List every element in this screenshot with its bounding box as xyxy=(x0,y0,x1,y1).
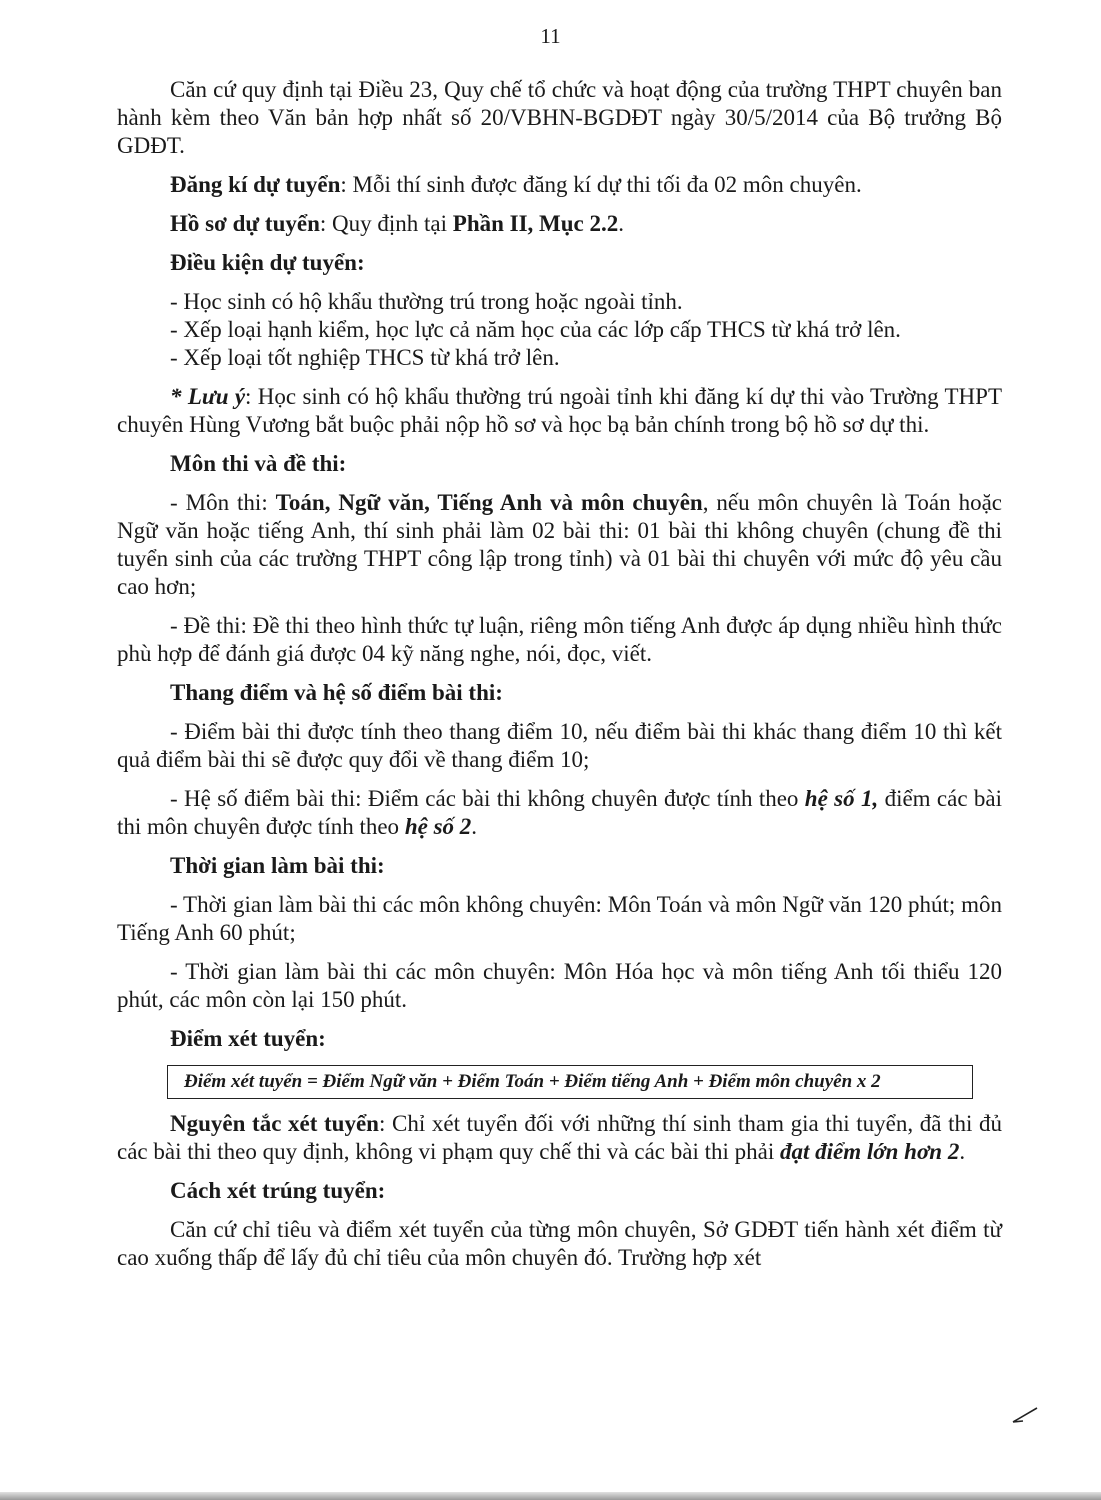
subjects-item-1 xyxy=(117,489,1002,601)
page-number: 11 xyxy=(540,24,561,48)
condition-item-3: - Xếp loại tốt nghiệp THCS từ khá trở lên. xyxy=(170,345,560,370)
admission-heading xyxy=(117,1177,1002,1205)
admission-heading-text: Cách xét trúng tuyển: xyxy=(170,1178,386,1203)
dossier-paragraph xyxy=(117,210,1002,238)
scale-item-1: - Điểm bài thi được tính theo thang điểm 10, nếu điểm bài thi khác thang điểm 10 thì kết quả điểm bài thi sẽ được quy đổi về thang điểm 10; xyxy=(117,719,1002,772)
score-heading-text: Điểm xét tuyển: xyxy=(170,1026,326,1051)
scale-heading xyxy=(117,679,1002,707)
time-heading xyxy=(117,852,1002,880)
dossier-end: . xyxy=(618,211,625,236)
condition-item-2: - Xếp loại hạnh kiểm, học lực cả năm học của các lớp cấp THCS từ khá trở lên. xyxy=(170,317,901,342)
note-paragraph xyxy=(117,383,1002,439)
subjects-heading-text: Môn thi và đề thi: xyxy=(170,451,347,476)
intro-paragraph: Căn cứ quy định tại Điều 23, Quy chế tổ chức và hoạt động của trường THPT chuyên ban hành kèm theo Văn bản hợp nhất số 20/VBHN-BGDĐT ngày 30/5/2014 của Bộ trưởng Bộ GDĐT. xyxy=(117,77,1002,158)
subjects-item-2: - Đề thi: Đề thi theo hình thức tự luận, riêng môn tiếng Anh được áp dụng nhiều hình thức phù hợp để đánh giá được 04 kỹ năng nghe, nói, đọc, viết. xyxy=(117,613,1002,666)
scale-item-2-a: - Hệ số điểm bài thi: Điểm các bài thi không chuyên được tính theo xyxy=(170,786,805,811)
scale-item-2-c: điểm các bài thi môn chuyên được tính theo xyxy=(117,786,1003,839)
note-label: Lưu ý xyxy=(187,384,246,409)
score-formula-box: Điểm xét tuyển = Điểm Ngữ văn + Điểm Toán + Điểm tiếng Anh + Điểm môn chuyên x 2 xyxy=(167,1065,973,1099)
note-text: : Học sinh có hộ khẩu thường trú ngoài tỉnh khi đăng kí dự thi vào Trường THPT chuyên Hùng Vương bắt buộc phải nộp hồ sơ và học bạ bản chính trong bộ hồ sơ dự thi. xyxy=(117,384,1003,437)
principle-emph: đạt điểm lớn hơn 2 xyxy=(780,1139,960,1164)
score-heading xyxy=(117,1025,1002,1053)
registration-text: : Mỗi thí sinh được đăng kí dự thi tối đa 02 môn chuyên. xyxy=(340,172,862,197)
subjects-item-1-prefix: - Môn thi: xyxy=(170,490,276,515)
registration-paragraph xyxy=(117,171,1002,199)
time-item-1: - Thời gian làm bài thi các môn không chuyên: Môn Toán và môn Ngữ văn 120 phút; môn Tiếng Anh 60 phút; xyxy=(117,892,1002,945)
handwritten-mark xyxy=(1011,1404,1039,1424)
subjects-item-1-bold: Toán, Ngữ văn, Tiếng Anh và môn chuyên xyxy=(275,490,703,515)
scale-coef-1: hệ số 1, xyxy=(804,786,879,811)
time-item-2: - Thời gian làm bài thi các môn chuyên: Môn Hóa học và môn tiếng Anh tối thiểu 120 phút, các môn còn lại 150 phút. xyxy=(117,959,1002,1012)
subjects-item-1-rest: , nếu môn chuyên là Toán hoặc Ngữ văn hoặc tiếng Anh, thí sinh phải làm 02 bài thi: 01 bài thi không chuyên (chung đề thi tuyển sinh của các trường THPT công lập trong tỉnh) và 01 bài thi chuyên với mức độ yêu cầu cao hơn; xyxy=(117,490,1002,599)
principle-text: : Chỉ xét tuyển đối với những thí sinh tham gia thi tuyển, đã thi đủ các bài thi theo quy định, không vi phạm quy chế thi và các bài thi phải xyxy=(117,1111,1002,1164)
note-star: * xyxy=(170,384,188,409)
admission-paragraph: Căn cứ chỉ tiêu và điểm xét tuyển của từng môn chuyên, Sở GDĐT tiến hành xét điểm từ cao xuống thấp để lấy đủ chỉ tiêu của môn chuyên đó. Trường hợp xét xyxy=(117,1217,1002,1270)
time-heading-text: Thời gian làm bài thi: xyxy=(170,853,385,878)
scale-coef-2: hệ số 2 xyxy=(404,814,472,839)
scale-heading-text: Thang điểm và hệ số điểm bài thi: xyxy=(170,680,503,705)
conditions-heading xyxy=(117,249,1002,277)
dossier-text: : Quy định tại xyxy=(319,211,453,236)
registration-label: Đăng kí dự tuyển xyxy=(170,172,341,197)
dossier-label: Hồ sơ dự tuyển xyxy=(170,211,320,236)
subjects-heading xyxy=(117,450,1002,478)
dossier-ref: Phần II, Mục 2.2 xyxy=(452,211,619,236)
principle-label: Nguyên tắc xét tuyển xyxy=(170,1111,379,1136)
principle-end: . xyxy=(959,1139,966,1164)
document-body xyxy=(117,76,1002,1272)
scale-item-2 xyxy=(117,785,1002,841)
scan-edge xyxy=(0,1492,1101,1500)
condition-item-1: - Học sinh có hộ khẩu thường trú trong hoặc ngoài tỉnh. xyxy=(170,289,683,314)
scale-item-2-end: . xyxy=(471,814,478,839)
conditions-heading-text: Điều kiện dự tuyển: xyxy=(170,250,365,275)
principle-paragraph xyxy=(117,1110,1002,1166)
